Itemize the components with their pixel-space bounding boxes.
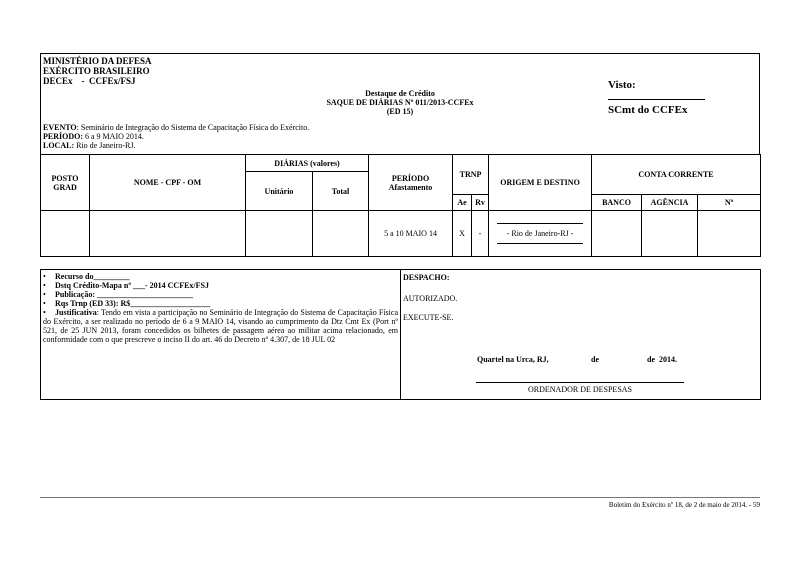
org-exercito: EXÉRCITO BRASILEIRO xyxy=(43,66,150,76)
bullet-recurso: • Recurso do_________ xyxy=(43,272,130,281)
origem-value: - Rio de Janeiro-RJ - xyxy=(506,229,574,238)
cell-nome xyxy=(90,211,246,257)
org-ministerio: MINISTÉRIO DA DEFESA xyxy=(43,56,152,66)
cell-posto xyxy=(41,211,90,257)
evento-label: EVENTO xyxy=(43,123,77,132)
ordenador-label: ORDENADOR DE DESPESAS xyxy=(527,385,632,394)
local-line xyxy=(43,141,135,150)
scmt-label: SCmt do CCFEx xyxy=(608,104,688,116)
ordenador-signature-line xyxy=(476,382,684,383)
origem-bottom-line xyxy=(497,243,583,244)
cell-unitario xyxy=(246,211,313,257)
col-diarias-sub: (valores) xyxy=(308,158,340,168)
bullet-dstq: • Dstq Crédito-Mapa nº ___- 2014 CCFEx/FSJ xyxy=(43,281,209,290)
justificativa-label: Justificativa xyxy=(55,308,97,317)
col-numero: Nº xyxy=(698,195,761,211)
date-de-2: de 2014. xyxy=(647,355,677,364)
cell-origem xyxy=(489,211,592,257)
col-afastamento-label: Afastamento xyxy=(388,182,433,192)
col-periodo xyxy=(369,155,453,211)
evento-value: : Seminário de Integração do Sistema de Capacitação Física do Exército. xyxy=(76,123,310,132)
col-conta-corrente: CONTA CORRENTE xyxy=(592,155,761,195)
doc-title-2: SAQUE DE DIÁRIAS Nº 011/2013-CCFEx xyxy=(326,98,474,107)
rqs-text: Rqs Trnp (ED 33): R$____________________ xyxy=(55,299,211,308)
despacho-cell xyxy=(401,270,761,400)
cell-rv: - xyxy=(472,211,489,257)
periodo-line xyxy=(43,132,144,141)
visto-label: Visto: xyxy=(608,79,636,91)
periodo-value: 6 a 9 MAIO 2014. xyxy=(83,132,144,141)
col-rv: Rv xyxy=(472,195,489,211)
col-banco: BANCO xyxy=(592,195,642,211)
quartel-text: Quartel na Urca, RJ, xyxy=(477,355,549,364)
dstq-text: Dstq Crédito-Mapa nº ___- 2014 CCFEx/FSJ xyxy=(55,281,209,290)
local-label: LOCAL: xyxy=(43,141,75,150)
despacho-label: DESPACHO: xyxy=(403,273,450,282)
cell-agencia xyxy=(642,211,698,257)
col-total: Total xyxy=(313,172,369,211)
execute-text: EXECUTE-SE. xyxy=(403,313,454,322)
bullet-publicacao: • Publicação: ________________________ xyxy=(43,290,193,299)
justificativa-cell xyxy=(41,270,401,400)
col-unitario: Unitário xyxy=(246,172,313,211)
col-diarias xyxy=(246,155,369,172)
recurso-text: Recurso do_________ xyxy=(55,272,130,281)
despacho-table xyxy=(40,269,761,400)
doc-title-1: Destaque de Crédito xyxy=(365,89,435,98)
col-origem-destino: ORIGEM E DESTINO xyxy=(489,155,592,211)
col-diarias-label: DIÁRIAS xyxy=(274,158,309,168)
local-value: Rio de Janeiro-RJ. xyxy=(74,141,136,150)
cell-numero xyxy=(698,211,761,257)
cell-banco xyxy=(592,211,642,257)
cell-total xyxy=(313,211,369,257)
org-decex: DECEx - CCFEx/FSJ xyxy=(43,76,136,86)
col-ae: Ae xyxy=(453,195,472,211)
visto-signature-line xyxy=(608,99,705,100)
evento-line xyxy=(43,123,309,132)
bullet-justificativa: • Justificativa: Tendo em vista a participação no Seminário de Integração do Sistema de Capacitação Física do Exército, a ser realizado no período de 6 a 9 MAIO 14, visando ao cumprimento da Dtz Cmt Ex (Port nº 521, de 25 JUN 2013, foram concedidos os bilhetes de passagem aérea ao militar acima relacionado, em conformidade com o que prescreve o inciso II do art. 46 do Decreto nº 4.307, de 18 JUL 02 xyxy=(43,308,398,344)
diarias-table xyxy=(40,154,761,257)
autorizado-text: AUTORIZADO. xyxy=(403,294,458,303)
date-de-1: de xyxy=(591,355,599,364)
footer-text: Boletim do Exército nº 18, de 2 de maio de 2014. - 59 xyxy=(608,501,760,509)
bullet-rqs: • Rqs Trnp (ED 33): R$____________________ xyxy=(43,299,211,308)
justificativa-text: : Tendo em vista a participação no Seminário de Integração do Sistema de Capacitação Física do Exército, a ser realizado no período de 6 a 9 MAIO 14, visando ao cumprimento da Dtz Cmt Ex (Port nº 521, de 25 JUN 2013, foram concedidos os bilhetes de passagem aérea ao militar acima relacionado, em conformidade com o que prescreve o inciso II do art. 46 do Decreto nº 4.307, de 18 JUL 02 xyxy=(43,308,398,344)
periodo-label: PERÍODO: xyxy=(43,132,83,141)
col-nome: NOME - CPF - OM xyxy=(90,155,246,211)
cell-ae: X xyxy=(453,211,472,257)
col-trnp: TRNP xyxy=(453,155,489,195)
doc-title-3: (ED 15) xyxy=(386,107,414,116)
table-row xyxy=(41,211,761,257)
col-posto-grad: POSTO GRAD xyxy=(41,155,90,211)
cell-periodo: 5 a 10 MAIO 14 xyxy=(369,211,453,257)
origem-top-line xyxy=(497,223,583,224)
col-periodo-label: PERÍODO xyxy=(391,173,430,183)
publicacao-text: Publicação: ________________________ xyxy=(55,290,193,299)
col-agencia: AGÊNCIA xyxy=(642,195,698,211)
footer-rule xyxy=(40,497,760,498)
